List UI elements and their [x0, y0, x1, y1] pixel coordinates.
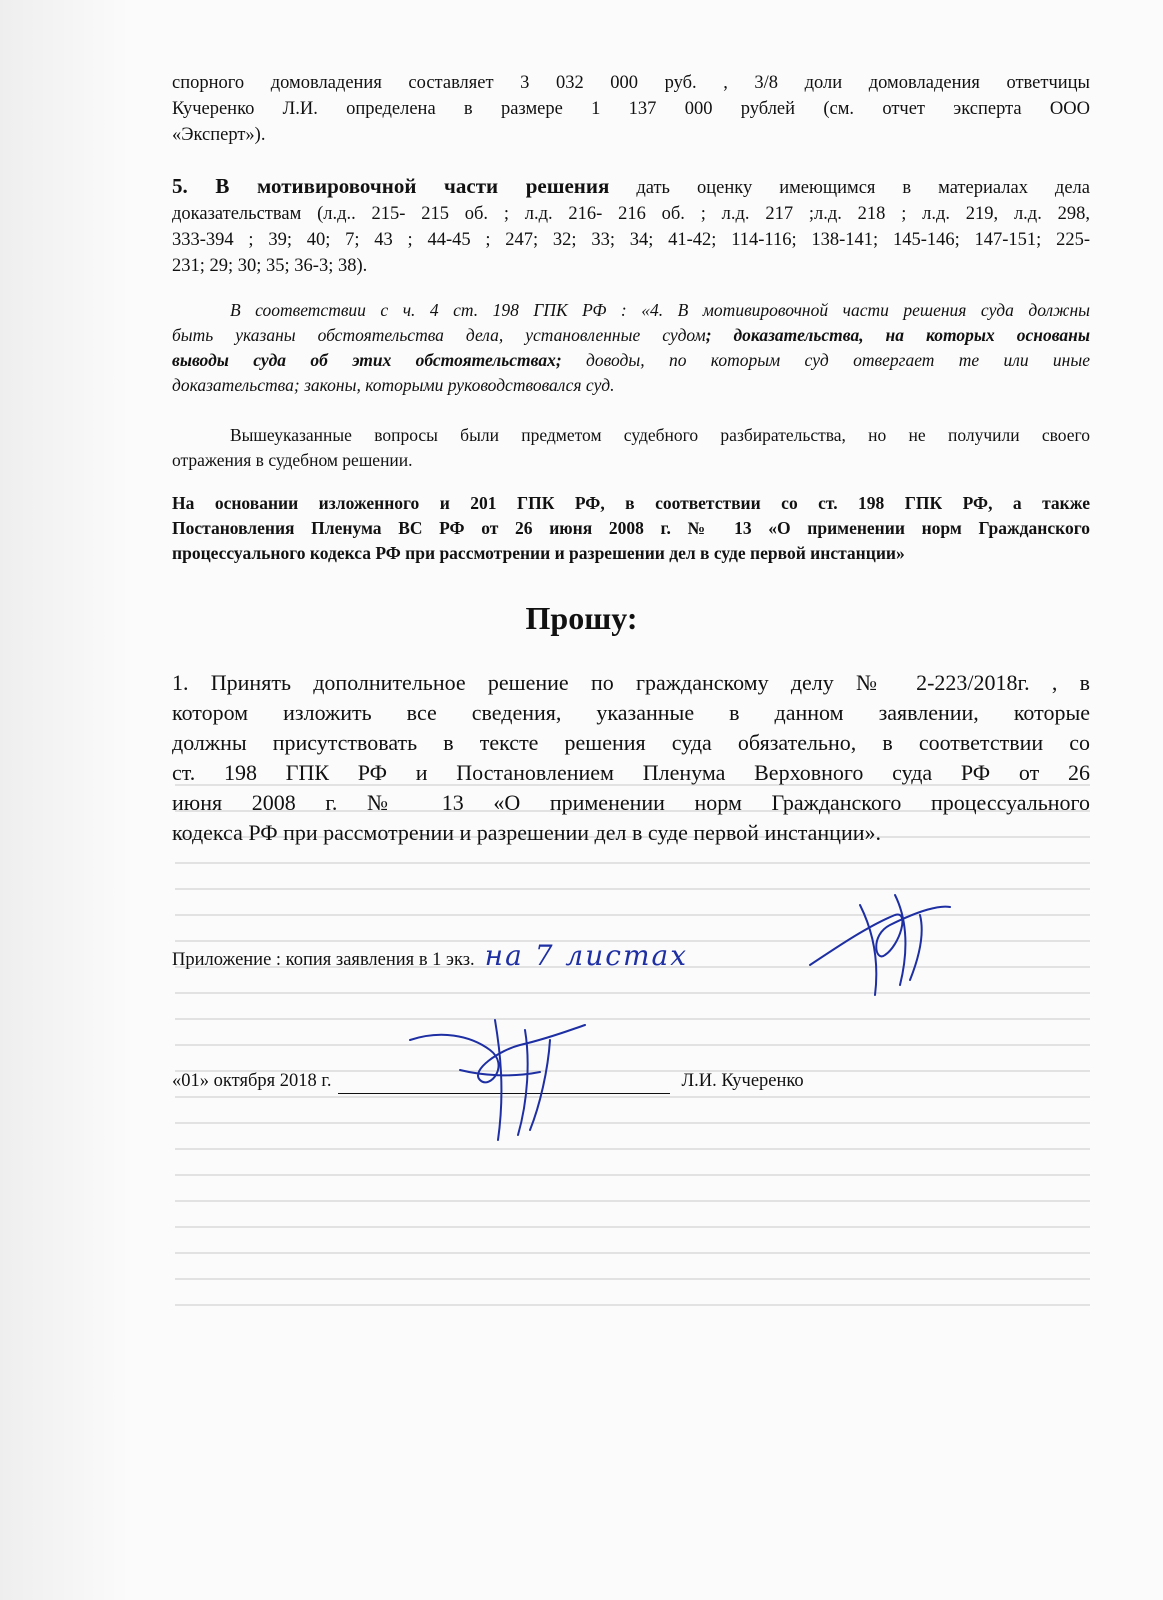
paragraph-note	[172, 423, 1090, 473]
attachment-label: Приложение : копия заявления в 1 экз.	[172, 950, 475, 970]
legal-quote	[172, 298, 1090, 398]
text-line: На основании изложенного и 201 ГПК РФ, в соответствии со ст. 198 ГПК РФ, а также	[172, 493, 1090, 513]
text-line: ст. 198 ГПК РФ и Постановлением Пленума Верховного суда РФ от 26	[172, 760, 1090, 785]
paragraph-request	[172, 668, 1090, 848]
paragraph-basis	[172, 491, 1090, 566]
signature-icon	[800, 885, 970, 1005]
text-line: быть указаны обстоятельства дела, установленные судом	[172, 325, 706, 345]
text-line: котором изложить все сведения, указанные в данном заявлении, которые	[172, 700, 1090, 725]
text-line: 231; 29; 30; 35; 36-3; 38).	[172, 256, 368, 276]
text-line: Вышеуказанные вопросы были предметом судебного разбирательства, но не получили своего	[230, 425, 1090, 445]
text-line: Постановления Пленума ВС РФ от 26 июня 2008 г. № 13 «О применении норм Гражданского	[172, 518, 1090, 538]
paragraph-valuation	[172, 70, 1090, 148]
item5-heading: 5. В мотивировочной части решения	[172, 174, 610, 198]
paragraph-item-5	[172, 173, 1090, 279]
signature-icon	[400, 1010, 600, 1150]
page-title: Прошу:	[525, 600, 638, 636]
text-line: 333-394 ; 39; 40; 7; 43 ; 44-45 ; 247; 32; 33; 34; 41-42; 114-116; 138-141; 145-146; 147-151; 225-	[172, 230, 1090, 250]
text-line: «Эксперт»).	[172, 125, 266, 145]
text-line: В соответствии с ч. 4 ст. 198 ГПК РФ : «4. В мотивировочной части решения суда должны	[230, 300, 1090, 320]
text-line-bold: выводы суда об этих обстоятельствах;	[172, 350, 562, 370]
text-line: спорного домовладения составляет 3 032 000 руб. , 3/8 доли домовладения ответчицы	[172, 73, 1090, 93]
text-line: Кучеренко Л.И. определена в размере 1 137 000 рублей (см. отчет эксперта ООО	[172, 99, 1090, 119]
handwritten-note: на 7 листах	[484, 939, 689, 972]
text-line: должны присутствовать в тексте решения суда обязательно, в соответствии со	[172, 730, 1090, 755]
signature-date: «01» октября 2018 г.	[172, 1071, 332, 1091]
text-line: 1. Принять дополнительное решение по гражданскому делу № 2-223/2018г. , в	[172, 670, 1090, 695]
signature-line	[172, 1068, 1090, 1094]
text-line: доказательствам (л.д.. 215- 215 об. ; л.д. 216- 216 об. ; л.д. 217 ;л.д. 218 ; л.д. 219, л.д. 298,	[172, 204, 1090, 224]
text-line: доводы, по которым суд отвергает те или иные	[561, 350, 1090, 370]
text-line: кодекса РФ при рассмотрении и разрешении дел в суде первой инстанции».	[172, 820, 882, 845]
page-fold-shadow	[0, 0, 130, 1600]
signer-name: Л.И. Кучеренко	[681, 1071, 804, 1091]
text-line: доказательства; законы, которыми руководствовался суд.	[172, 375, 615, 395]
text-line: процессуального кодекса РФ при рассмотрении и разрешении дел в суде первой инстанции»	[172, 543, 905, 563]
text-line-bold: ; доказательства, на которых основаны	[705, 325, 1090, 345]
text-line: июня 2008 г. № 13 «О применении норм Гражданского процессуального	[172, 790, 1090, 815]
text-line: отражения в судебном решении.	[172, 450, 413, 470]
text-line: дать оценку имеющимся в материалах дела	[609, 178, 1090, 198]
